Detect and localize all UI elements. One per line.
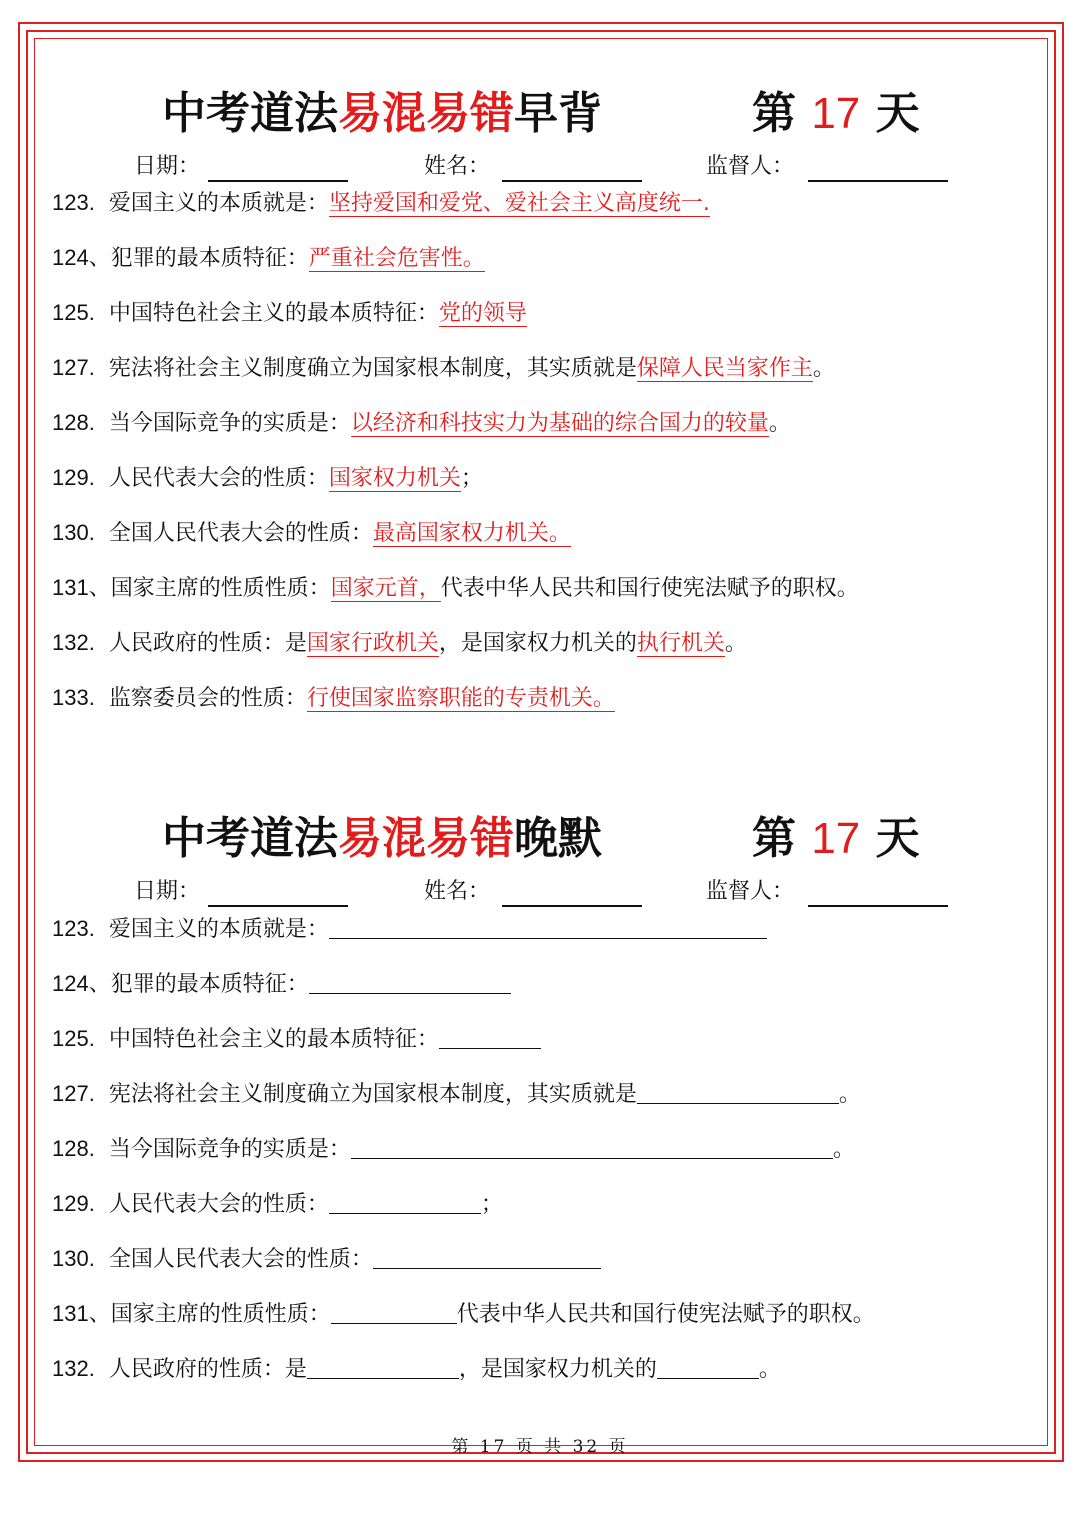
evening-name-field[interactable] (502, 905, 642, 907)
evening-supervisor-field[interactable] (808, 905, 948, 907)
answer: 国家行政机关 (306, 631, 439, 656)
evening-day-number: 17 (811, 814, 861, 863)
evening-item: 132. 人民政府的性质：是 ，是国家权力机关的 。 (52, 1351, 781, 1387)
answer: 国家元首， (330, 576, 441, 601)
evening-name-label: 姓名： (424, 879, 491, 904)
answer: 国家权力机关 (328, 466, 461, 491)
evening-item: 123. 爱国主义的本质就是： (52, 911, 767, 947)
answer: 执行机关 (636, 631, 725, 656)
morning-item: 127. 宪法将社会主义制度确立为国家根本制度，其实质就是保障人民当家作主。 (52, 355, 835, 381)
morning-supervisor-field[interactable] (808, 180, 948, 182)
morning-item: 133. 监察委员会的性质：行使国家监察职能的专责机关。 (52, 685, 615, 711)
answer-blank[interactable] (637, 1077, 839, 1104)
evening-supervisor-label: 监督人： (706, 879, 795, 904)
evening-title-suffix: 晚默 (514, 813, 602, 864)
morning-item: 124、犯罪的最本质特征：严重社会危害性。 (52, 245, 485, 271)
morning-item: 129. 人民代表大会的性质：国家权力机关； (52, 465, 483, 491)
morning-day-label: 第 17 天 (752, 88, 920, 139)
morning-item: 123. 爱国主义的本质就是：坚持爱国和爱党、爱社会主义高度统一. (52, 190, 710, 216)
answer-blank[interactable] (351, 1132, 833, 1159)
morning-title-highlight: 易混易错 (338, 88, 514, 139)
answer-blank[interactable] (329, 912, 767, 939)
answer: 严重社会危害性。 (308, 246, 485, 271)
morning-item: 132. 人民政府的性质：是国家行政机关，是国家权力机关的执行机关。 (52, 630, 747, 656)
morning-name-label: 姓名： (424, 154, 491, 179)
answer-blank[interactable] (657, 1352, 759, 1379)
answer: 党的领导 (438, 301, 527, 326)
morning-title-prefix: 中考道法 (162, 88, 338, 139)
answer-blank[interactable] (307, 1352, 459, 1379)
answer: 以经济和科技实力为基础的综合国力的较量 (350, 411, 769, 436)
answer: 保障人民当家作主 (636, 356, 813, 381)
morning-title (0, 82, 1080, 146)
morning-item: 128. 当今国际竞争的实质是：以经济和科技实力为基础的综合国力的较量。 (52, 410, 791, 436)
evening-item: 125. 中国特色社会主义的最本质特征： (52, 1021, 541, 1057)
morning-supervisor-label: 监督人： (706, 154, 795, 179)
morning-title-suffix: 早背 (514, 88, 602, 139)
evening-meta-row (0, 875, 1080, 909)
answer: 最高国家权力机关。 (372, 521, 571, 546)
answer: 行使国家监察职能的专责机关。 (306, 686, 615, 711)
morning-item: 131、国家主席的性质性质：国家元首，代表中华人民共和国行使宪法赋予的职权。 (52, 575, 859, 601)
morning-item: 125. 中国特色社会主义的最本质特征：党的领导 (52, 300, 527, 326)
evening-date-label: 日期： (134, 879, 201, 904)
answer-blank[interactable] (309, 967, 511, 994)
answer-blank[interactable] (329, 1187, 481, 1214)
morning-name-field[interactable] (502, 180, 642, 182)
morning-date-field[interactable] (208, 180, 348, 182)
evening-title-highlight: 易混易错 (338, 813, 514, 864)
evening-title-prefix: 中考道法 (162, 813, 338, 864)
answer-blank[interactable] (439, 1022, 541, 1049)
evening-item: 127. 宪法将社会主义制度确立为国家根本制度，其实质就是 。 (52, 1076, 861, 1112)
evening-title (0, 807, 1080, 871)
answer: 坚持爱国和爱党、爱社会主义高度统一. (328, 191, 710, 216)
evening-item: 128. 当今国际竞争的实质是： 。 (52, 1131, 855, 1167)
morning-meta-row (0, 150, 1080, 184)
evening-day-label: 第 17 天 (752, 813, 920, 864)
answer-blank[interactable] (373, 1242, 601, 1269)
evening-item: 129. 人民代表大会的性质： ； (52, 1186, 503, 1222)
morning-date-label: 日期： (134, 154, 201, 179)
answer-blank[interactable] (331, 1297, 457, 1324)
morning-item: 130. 全国人民代表大会的性质：最高国家权力机关。 (52, 520, 571, 546)
morning-day-number: 17 (811, 89, 861, 138)
evening-item: 131、国家主席的性质性质： 代表中华人民共和国行使宪法赋予的职权。 (52, 1296, 875, 1332)
page-footer: 第 17 页 共 32 页 (451, 1437, 629, 1457)
evening-item: 124、犯罪的最本质特征： (52, 966, 511, 1002)
evening-date-field[interactable] (208, 905, 348, 907)
evening-item: 130. 全国人民代表大会的性质： (52, 1241, 601, 1277)
